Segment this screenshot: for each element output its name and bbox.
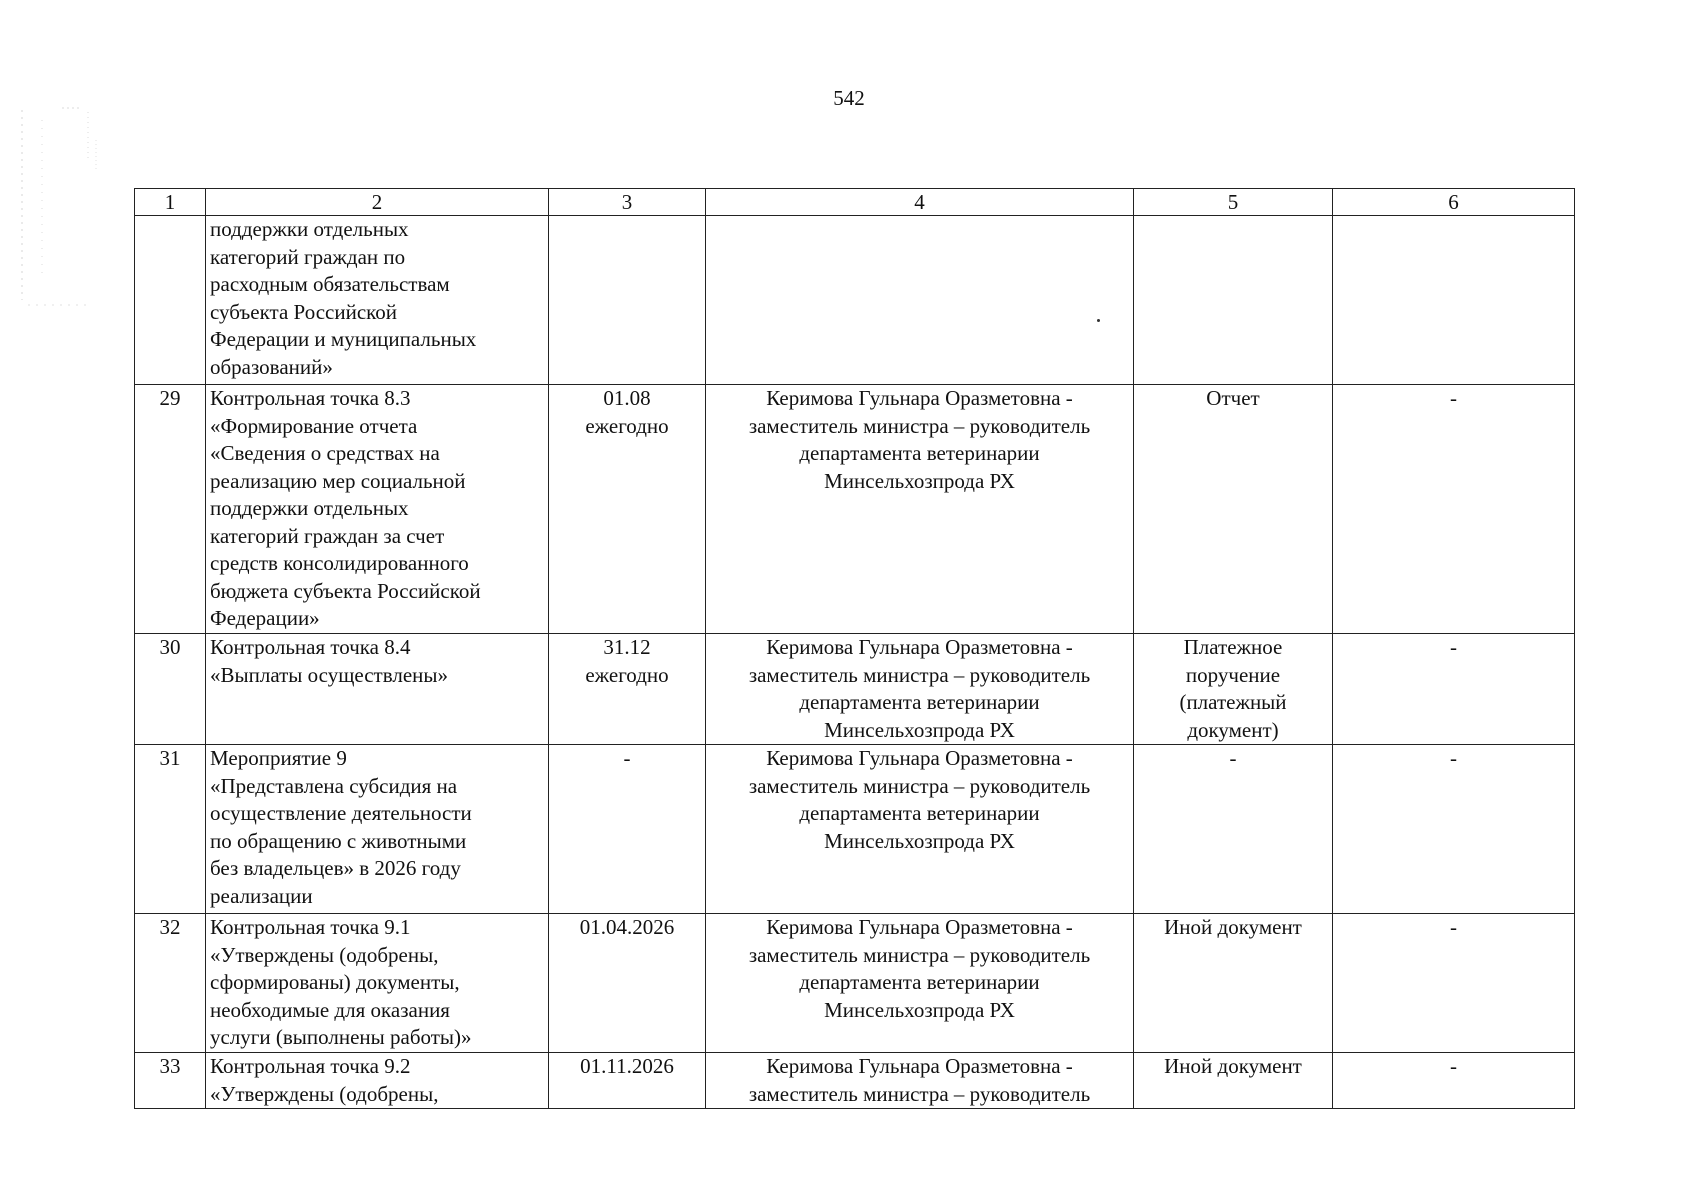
row-date: 01.08 ежегодно — [549, 385, 706, 634]
table-row — [135, 1053, 1575, 1109]
row-document: Платежное поручение (платежный документ) — [1134, 634, 1333, 745]
table-row — [135, 914, 1575, 1053]
row-responsible — [706, 216, 1134, 385]
row-document — [1134, 216, 1333, 385]
scan-dot — [1097, 319, 1100, 322]
row-info: - — [1333, 385, 1575, 634]
row-info: - — [1333, 745, 1575, 914]
row-number: 29 — [135, 385, 206, 634]
page-number: 542 — [833, 86, 865, 110]
row-date: - — [549, 745, 706, 914]
row-date: 01.04.2026 — [549, 914, 706, 1053]
row-number: 32 — [135, 914, 206, 1053]
row-document: Иной документ — [1134, 1053, 1333, 1109]
column-header-4: 4 — [706, 189, 1134, 216]
row-responsible: Керимова Гульнара Оразметовна - заместитель министра – руководитель — [706, 1053, 1134, 1109]
row-number — [135, 216, 206, 385]
row-name: поддержки отдельных категорий граждан по расходным обязательствам субъекта Российской Федерации и муниципальных образований» — [206, 216, 549, 385]
row-name: Мероприятие 9 «Представлена субсидия на осуществление деятельности по обращению с животными без владельцев» в 2026 году реализации — [206, 745, 549, 914]
table-header-row — [135, 189, 1575, 216]
column-header-1: 1 — [135, 189, 206, 216]
row-info: - — [1333, 1053, 1575, 1109]
row-name: Контрольная точка 9.1 «Утверждены (одобрены, сформированы) документы, необходимые для оказания услуги (выполнены работы)» — [206, 914, 549, 1053]
row-responsible: Керимова Гульнара Оразметовна - заместитель министра – руководитель департамента ветеринарии Минсельхозпрода РХ — [706, 385, 1134, 634]
row-document: Отчет — [1134, 385, 1333, 634]
control-points-table — [134, 188, 1575, 1109]
row-info — [1333, 216, 1575, 385]
row-number: 30 — [135, 634, 206, 745]
column-header-2: 2 — [206, 189, 549, 216]
table-row — [135, 385, 1575, 634]
row-document: - — [1134, 745, 1333, 914]
row-responsible: Керимова Гульнара Оразметовна - заместитель министра – руководитель департамента ветеринарии Минсельхозпрода РХ — [706, 634, 1134, 745]
row-date — [549, 216, 706, 385]
row-document: Иной документ — [1134, 914, 1333, 1053]
row-number: 33 — [135, 1053, 206, 1109]
row-info: - — [1333, 914, 1575, 1053]
row-responsible: Керимова Гульнара Оразметовна - заместитель министра – руководитель департамента ветеринарии Минсельхозпрода РХ — [706, 914, 1134, 1053]
scan-artifact-marks — [18, 100, 106, 320]
row-name: Контрольная точка 9.2 «Утверждены (одобрены, — [206, 1053, 549, 1109]
row-number: 31 — [135, 745, 206, 914]
row-date: 31.12 ежегодно — [549, 634, 706, 745]
row-date: 01.11.2026 — [549, 1053, 706, 1109]
table-row — [135, 745, 1575, 914]
column-header-3: 3 — [549, 189, 706, 216]
table-row — [135, 634, 1575, 745]
row-info: - — [1333, 634, 1575, 745]
row-responsible: Керимова Гульнара Оразметовна - заместитель министра – руководитель департамента ветеринарии Минсельхозпрода РХ — [706, 745, 1134, 914]
table-row — [135, 216, 1575, 385]
column-header-5: 5 — [1134, 189, 1333, 216]
row-name: Контрольная точка 8.3 «Формирование отчета «Сведения о средствах на реализацию мер социальной поддержки отдельных категорий граждан за счет средств консолидированного бюджета субъекта Российской Федерации» — [206, 385, 549, 634]
row-name: Контрольная точка 8.4 «Выплаты осуществлены» — [206, 634, 549, 745]
column-header-6: 6 — [1333, 189, 1575, 216]
